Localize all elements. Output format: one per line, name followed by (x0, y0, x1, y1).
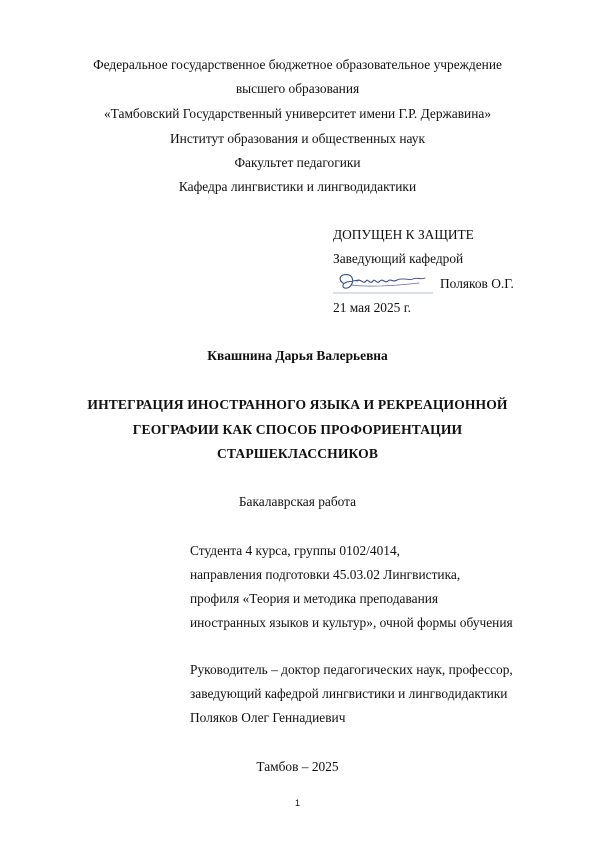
faculty-name: Факультет педагогики (234, 155, 361, 170)
approval-status: ДОПУЩЕН К ЗАЩИТЕ (333, 227, 474, 242)
handwritten-signature (333, 269, 433, 297)
student-info-line-3: профиля «Теория и методика преподавания (190, 591, 439, 606)
student-info-line-1: Студента 4 курса, группы 0102/4014, (190, 543, 401, 558)
institution-line-2: высшего образования (235, 81, 360, 96)
supervisor-name: Поляков Олег Геннадиевич (190, 710, 346, 725)
approval-role: Заведующий кафедрой (333, 251, 464, 266)
student-info-line-2: направления подготовки 45.03.02 Лингвистика, (190, 567, 461, 582)
institution-line-1: Федеральное государственное бюджетное образовательное учреждение (93, 57, 502, 72)
student-info-line-4: иностранных языков и культур», очной формы обучения (190, 615, 513, 630)
approval-date: 21 мая 2025 г. (333, 300, 412, 315)
institute-name: Институт образования и общественных наук (170, 131, 425, 146)
thesis-title-line-3: СТАРШЕКЛАССНИКОВ (217, 446, 378, 461)
university-name: «Тамбовский Государственный университет имени Г.Р. Державина» (103, 106, 492, 121)
thesis-title-line-1: ИНТЕГРАЦИЯ ИНОСТРАННОГО ЯЗЫКА И РЕКРЕАЦИОННОЙ (87, 397, 508, 412)
thesis-title-line-2: ГЕОГРАФИИ КАК СПОСОБ ПРОФОРИЕНТАЦИИ (132, 422, 463, 437)
supervisor-line-1: Руководитель – доктор педагогических наук, профессор, (190, 662, 513, 677)
approval-signer: Поляков О.Г. (440, 276, 514, 291)
department-name: Кафедра лингвистики и лингводидактики (178, 179, 417, 194)
city-year: Тамбов – 2025 (256, 759, 339, 774)
work-type: Бакалаврская работа (238, 494, 357, 509)
supervisor-line-2: заведующий кафедрой лингвистики и лингводидактики (190, 686, 508, 701)
page-number: 1 (294, 798, 300, 808)
author-name: Квашнина Дарья Валерьевна (207, 348, 388, 363)
